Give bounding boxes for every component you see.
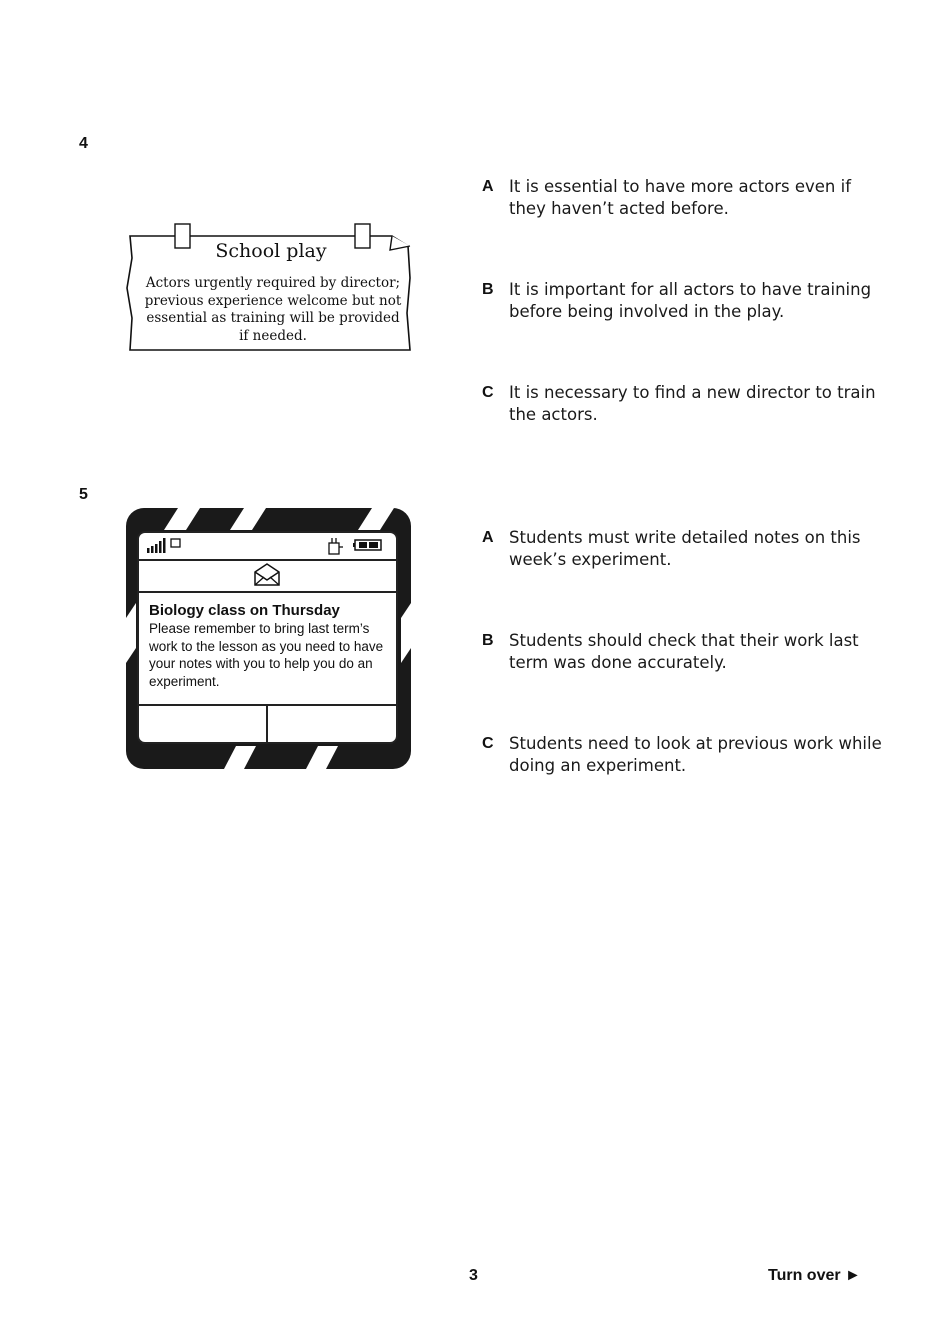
question-number-5: 5	[79, 486, 88, 503]
option-letter: B	[482, 281, 494, 298]
page-number: 3	[469, 1267, 478, 1284]
q4-option-c[interactable]	[482, 382, 882, 425]
option-letter: A	[482, 529, 494, 546]
option-text: It is necessary to find a new director to train the actors.	[509, 383, 876, 424]
school-play-notice	[120, 218, 420, 363]
option-text: It is essential to have more actors even if they haven’t acted before.	[509, 177, 852, 218]
softkey-bar	[139, 704, 396, 742]
message-title: Biology class on Thursday	[149, 602, 340, 619]
q5-option-a[interactable]	[482, 527, 882, 570]
option-text: Students need to look at previous work while doing an experiment.	[509, 734, 882, 775]
option-letter: C	[482, 384, 494, 401]
plug-icon	[327, 537, 345, 555]
status-bar	[139, 533, 396, 561]
signal-icon	[147, 538, 187, 554]
message-content	[149, 601, 394, 690]
option-letter: B	[482, 632, 494, 649]
q5-option-c[interactable]	[482, 733, 882, 776]
option-letter: C	[482, 735, 494, 752]
option-text: Students must write detailed notes on this week’s experiment.	[509, 528, 861, 569]
question-number-4: 4	[79, 135, 88, 152]
phone-screen	[137, 531, 398, 744]
envelope-icon	[253, 562, 281, 587]
q4-option-a[interactable]	[482, 176, 882, 219]
option-text: It is important for all actors to have training before being involved in the play.	[509, 280, 872, 321]
option-text: Students should check that their work last term was done accurately.	[509, 631, 859, 672]
message-header	[139, 559, 396, 593]
softkey-left[interactable]	[139, 706, 268, 742]
notice-body: Actors urgently required by director; previous experience welcome but not essential as training will be provided if needed.	[144, 275, 402, 344]
message-body: Please remember to bring last term’s work to the lesson as you need to have your notes with you to help you do an experiment.	[149, 621, 384, 689]
turn-over-label: Turn over ►	[768, 1267, 861, 1284]
phone-message	[126, 508, 411, 769]
battery-icon	[353, 539, 383, 552]
q4-option-b[interactable]	[482, 279, 882, 322]
softkey-right[interactable]	[268, 706, 397, 742]
notice-title: School play	[215, 240, 327, 262]
option-letter: A	[482, 178, 494, 195]
q5-option-b[interactable]	[482, 630, 882, 673]
